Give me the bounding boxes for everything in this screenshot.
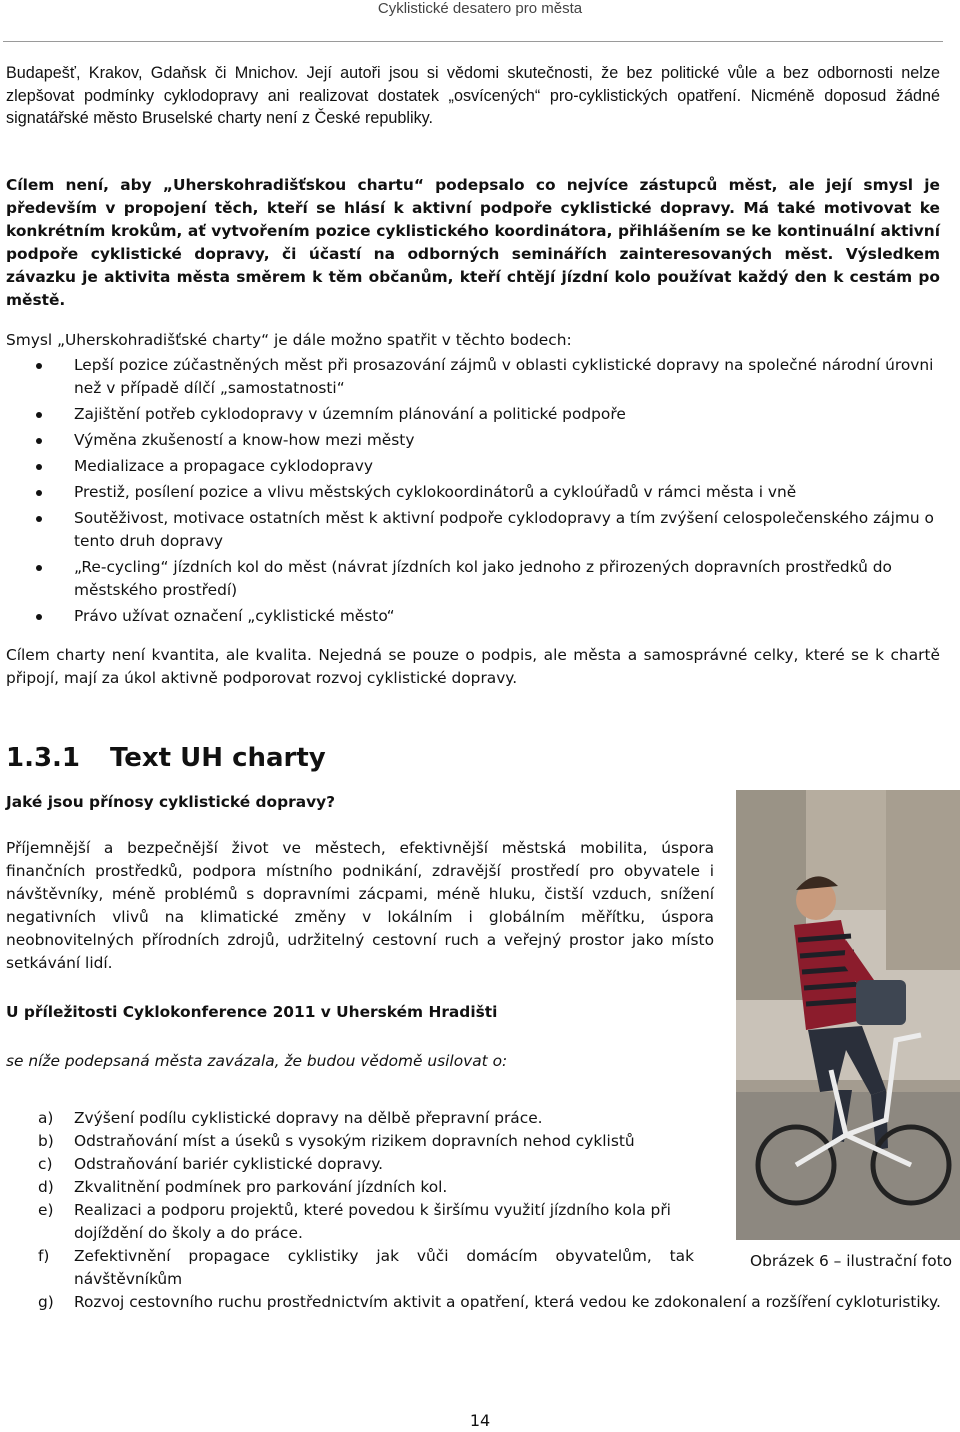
intro-paragraph: Budapešť, Krakov, Gdaňsk či Mnichov. Její autoři jsou si vědomi skutečnosti, že bez politické vůle a bez odbornosti nelze zlepšovat podmínky cyklodopravy ani realizovat dostatek „osvícených“ pro-cyklistických opatření. Nicméně doposud žádné signatářské město Bruselské charty není z České republiky. — [6, 64, 940, 127]
page-number: 14 — [469, 1411, 491, 1430]
section-heading — [6, 742, 940, 774]
list-item: „Re-cycling“ jízdních kol do měst (návrat jízdních kol jako jednoho z přirozených dopravních prostředků do městského prostředí) — [6, 556, 940, 602]
commitment-intro: se níže podepsaná města zavázala, že budou vědomě usilovat o: — [6, 1051, 508, 1070]
bullet-icon — [36, 438, 42, 444]
two-column-block — [6, 791, 940, 1073]
page-content — [6, 62, 940, 1314]
left-column — [6, 791, 714, 1073]
bullet-icon — [36, 490, 42, 496]
list-item: e) Realizaci a podporu projektů, které povedou k širšímu využití jízdního kola při dojíždění do školy a do práce. — [38, 1200, 671, 1242]
benefits-paragraph: Příjemnější a bezpečnější život ve městech, efektivnější městská mobilita, úspora finančních prostředků, podpora místního podnikání, zdravější prostředí pro obyvatele i návštěvníky, méně problémů s dopravními zácpami, méně hluku, čistší vzduch, snížení negativních vlivů na klimatické změny v lokálním i globálním měřítku, úspora neobnovitelných přírodních zdrojů, udržitelný cestovní ruch a veřejný prostor jako místo setkávání lidí. — [6, 838, 714, 972]
list-item: g) Rozvoj cestovního ruchu prostřednictvím aktivit a opatření, která vedou ke zdokonalení a rozšíření cykloturistiky. — [38, 1292, 941, 1311]
section-title: Text UH charty — [110, 742, 326, 773]
list-item: Výměna zkušeností a know-how mezi městy — [6, 429, 940, 452]
list-item: Lepší pozice zúčastněných měst při prosazování zájmů v oblasti cyklistické dopravy na společné národní úrovni než v případě dílčí „samostatnosti“ — [6, 354, 940, 400]
bullet-icon — [36, 516, 42, 522]
bullet-icon — [36, 412, 42, 418]
bold-paragraph: Cílem není, aby „Uherskohradišťskou chartu“ podepsalo co nejvíce zástupců měst, ale její smysl je především v propojení těch, kteří se hlásí k aktivní podpoře cyklistické dopravy. Má také motivovat ke konkrétním krokům, ať vytvořením pozice cyklistického koordinátora, přihlášením se ke kontinuální aktivní podpoře cyklistické dopravy, či účastí na odborných seminářích zainteresovaných měst. Výsledkem závazku je aktivita města směrem k těm občanům, kteří chtějí jízdní kolo používat každý den k cestám po městě. — [6, 175, 940, 309]
section-number: 1.3.1 — [6, 742, 81, 773]
figure-caption: Obrázek 6 – ilustrační foto — [750, 1252, 953, 1270]
smysl-bullet-list — [6, 354, 940, 628]
list-item: c) Odstraňování bariér cyklistické dopravy. — [38, 1154, 383, 1173]
occasion-heading: U příležitosti Cyklokonference 2011 v Uherském Hradišti — [6, 1002, 498, 1021]
list-item: a) Zvýšení podílu cyklistické dopravy na dělbě přepravní práce. — [38, 1108, 543, 1127]
list-item: Prestiž, posílení pozice a vlivu městských cyklokoordinátorů a cykloúřadů v rámci města i vně — [6, 481, 940, 504]
list-item: d) Zkvalitnění podmínek pro parkování jízdních kol. — [38, 1177, 448, 1196]
quality-paragraph: Cílem charty není kvantita, ale kvalita. Nejedná se pouze o podpis, ale města a samosprávné celky, které se k chartě připojí, mají za úkol aktivně podporovat rozvoj cyklistické dopravy. — [6, 645, 940, 687]
header-title: Cyklistické desatero pro města — [377, 0, 583, 17]
list-item: Právo užívat označení „cyklistické město“ — [6, 605, 940, 628]
smysl-intro: Smysl „Uherskohradišťské charty“ je dále možno spatřit v těchto bodech: — [6, 330, 572, 349]
question-heading: Jaké jsou přínosy cyklistické dopravy? — [6, 792, 336, 811]
bullet-icon — [36, 363, 42, 369]
list-item: b) Odstraňování míst a úseků s vysokým rizikem dopravních nehod cyklistů — [38, 1131, 635, 1150]
list-item: Soutěživost, motivace ostatních měst k aktivní podpoře cyklodopravy a tím zvýšení celospolečenského zájmu o tento druh dopravy — [6, 507, 940, 553]
bullet-icon — [36, 614, 42, 620]
list-item: Medializace a propagace cyklodopravy — [6, 455, 940, 478]
list-item: Zajištění potřeb cyklodopravy v územním plánování a politické podpoře — [6, 403, 940, 426]
list-item: f) Zefektivnění propagace cyklistiky jak vůči domácím obyvatelům, tak návštěvníkům — [38, 1246, 694, 1288]
page-header — [0, 0, 960, 42]
header-divider — [3, 41, 943, 42]
bullet-icon — [36, 565, 42, 571]
bullet-icon — [36, 464, 42, 470]
